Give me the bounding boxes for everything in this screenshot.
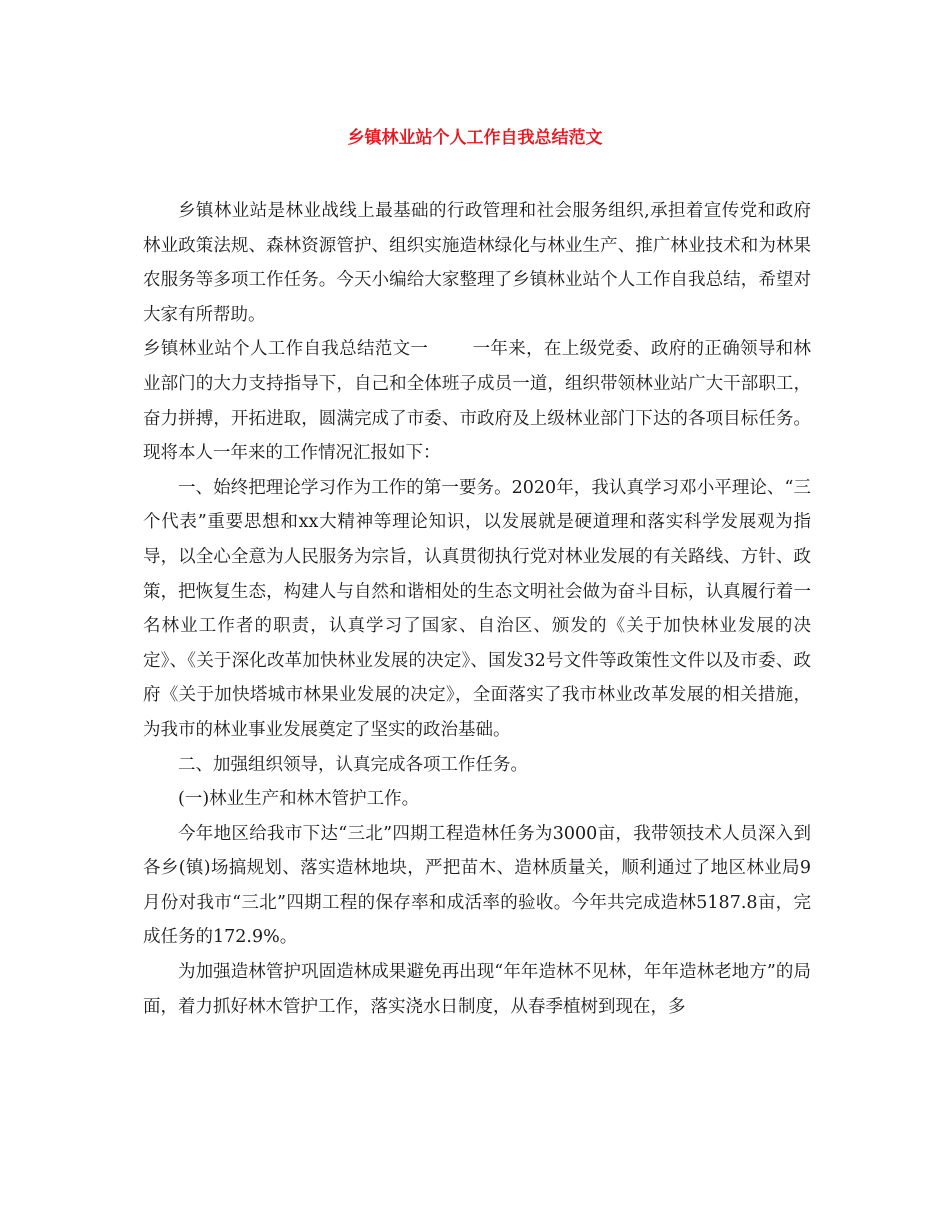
body-paragraph: (一)林业生产和林木管护工作。: [178, 789, 420, 810]
section-heading: 乡镇林业站个人工作自我总结范文一: [143, 339, 429, 360]
section-lead: 一年来，在上级党委、政府的正确领导和林业部门的大力支持指导下，自己和全体班子成员一道，组织带领林业站广大干部职工，奋力拼搏，开拓进取，圆满完成了市委、市政府及上级林业部门下达的各项目标任务。现将本人一年来的工作情况汇报如下：: [143, 339, 812, 464]
intro-paragraph: 乡镇林业站是林业战线上最基础的行政管理和社会服务组织,承担着宣传党和政府林业政策法规、森林资源管护、组织实施造林绿化与林业生产、推广林业技术和为林果农服务等多项工作任务。今天小编给大家整理了乡镇林业站个人工作自我总结，希望对大家有所帮助。: [143, 201, 811, 325]
body-paragraph: 今年地区给我市下达“三北”四期工程造林任务为3000亩，我带领技术人员深入到各乡(镇)场搞规划、落实造林地块，严把苗木、造林质量关，顺利通过了地区林业局9月份对我市“三北”四期工程的保存率和成活率的验收。今年共完成造林5187.8亩，完成任务的172.9%。: [143, 823, 811, 948]
body-paragraph: 为加强造林管护巩固造林成果避免再出现“年年造林不见林，年年造林老地方”的局面，着力抓好林木管护工作，落实浇水日制度，从春季植树到现在，多: [143, 962, 811, 1017]
section-paragraph: [143, 332, 811, 470]
body-paragraph: 二、加强组织领导，认真完成各项工作任务。: [178, 754, 528, 775]
document-title: 乡镇林业站个人工作自我总结范文: [347, 128, 603, 148]
document-body: [143, 194, 811, 1024]
body-paragraph: 一、始终把理论学习作为工作的第一要务。2020年，我认真学习邓小平理论、“三个代表”重要思想和xx大精神等理论知识，以发展就是硬道理和落实科学发展观为指导，以全心全意为人民服务为宗旨，认真贯彻执行党对林业发展的有关路线、方针、政策，把恢复生态，构建人与自然和谐相处的生态文明社会做为奋斗目标，认真履行着一名林业工作者的职责，认真学习了国家、自治区、颁发的《关于加快林业发展的决定》、《关于深化改革加快林业发展的决定》、国发32号文件等政策性文件以及市委、政府《关于加快塔城市林果业发展的决定》，全面落实了我市林业改革发展的相关措施，为我市的林业事业发展奠定了坚实的政治基础。: [143, 477, 811, 740]
